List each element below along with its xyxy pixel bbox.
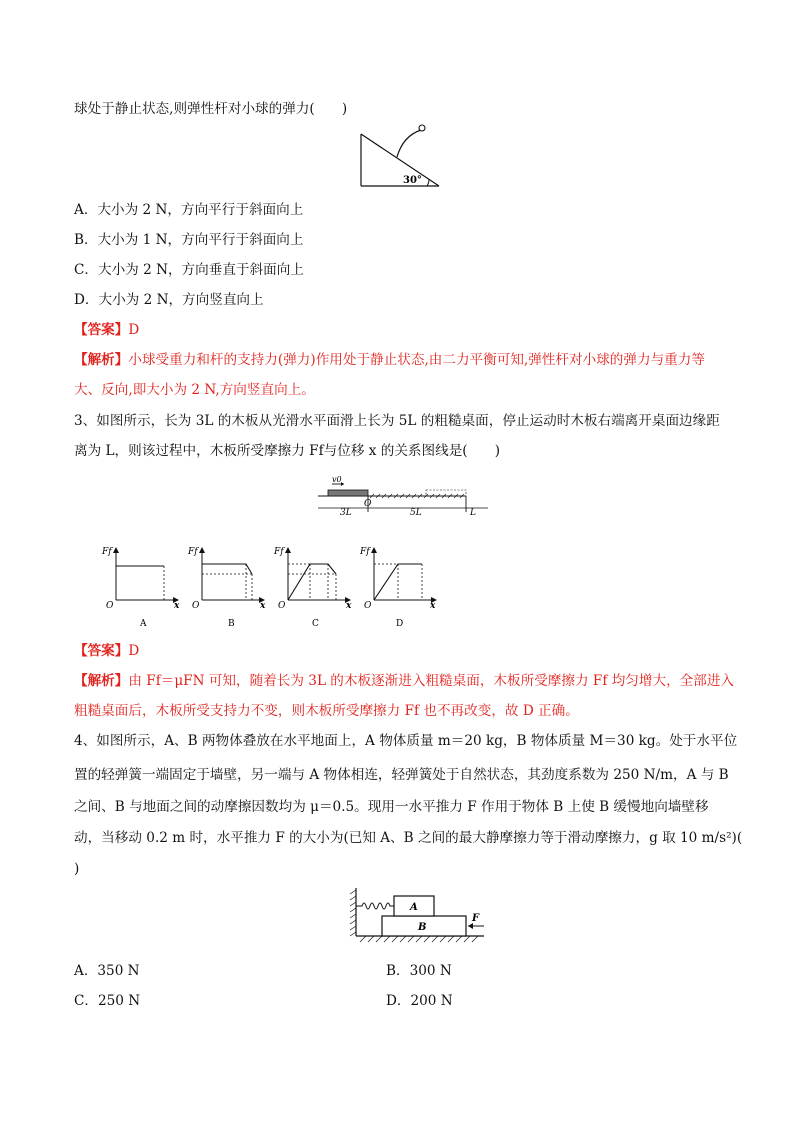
angle-label: 30° <box>403 175 422 186</box>
incline-slope <box>361 134 439 186</box>
angle-arc <box>427 179 429 186</box>
block-a-label: A <box>410 902 418 913</box>
q2-analysis-2: 大、反向,即大小为 2 N,方向竖直向上。 <box>74 382 315 398</box>
q2-option-c: C．大小为 2 N，方向垂直于斜面向上 <box>74 262 304 278</box>
q4-spring-figure <box>348 884 488 942</box>
q3-graphs <box>100 542 440 630</box>
q4-option-a: A．350 N <box>74 963 140 979</box>
board-rect <box>328 490 368 496</box>
graph-d-label: D <box>396 619 404 629</box>
graph-c-origin: O <box>278 601 286 611</box>
graph-a-label: A <box>140 619 147 629</box>
board-length: 3L <box>340 508 352 518</box>
q2-option-b: B．大小为 1 N，方向平行于斜面向上 <box>74 232 304 248</box>
rest-length: L <box>470 508 476 518</box>
q2-analysis-1 <box>74 351 705 369</box>
answer-tag: 【答案】 <box>74 322 129 338</box>
q2-stem: 球处于静止状态,则弹性杆对小球的弹力( ) <box>74 101 348 117</box>
q3-analysis-2: 粗糙桌面后，木板所受支持力不变，则木板所受摩擦力 Ff 也不再改变，故 D 正确。 <box>74 703 579 719</box>
q2-option-d: D．大小为 2 N，方向竖直向上 <box>74 292 264 308</box>
graph-b-ylabel: Ff <box>188 547 198 557</box>
analysis-text: 由 Ff＝μFN 可知，随着长为 3L 的木板逐渐进入粗糙桌面，木板所受摩擦力 Ff 均匀增大，全部进入 <box>128 673 735 689</box>
q4-stem-2: 置的轻弹簧一端固定于墙壁，另一端与 A 物体相连，轻弹簧处于自然状态，其劲度系数为 250 N/m，A 与 B <box>74 767 729 783</box>
q3-board-figure <box>318 475 488 526</box>
graph-c-label: C <box>312 619 319 629</box>
graph-c-ylabel: Ff <box>274 547 284 557</box>
q4-stem-5: ) <box>74 861 80 877</box>
q4-stem-3: 之间、B 与地面之间的动摩擦因数均为 μ＝0.5。现用一水平推力 F 作用于物体 B 上使 B 缓慢地向墙壁移 <box>74 799 709 815</box>
analysis-text: 小球受重力和杆的支持力(弹力)作用处于静止状态,由二力平衡可知,弹性杆对小球的弹力与重力等 <box>128 352 705 368</box>
q2-option-a: A．大小为 2 N，方向平行于斜面向上 <box>74 202 304 218</box>
table-length: 5L <box>410 508 422 518</box>
analysis-tag: 【解析】 <box>74 673 129 689</box>
block-b-label: B <box>418 922 427 933</box>
graph-a-ylabel: Ff <box>102 547 112 557</box>
graph-d-origin: O <box>364 601 372 611</box>
q2-incline-figure <box>355 120 445 190</box>
graph-a <box>101 547 180 629</box>
graph-b <box>187 547 266 629</box>
q4-option-d: D．200 N <box>386 993 453 1009</box>
graph-b-origin: O <box>192 601 200 611</box>
v0-label: v0 <box>332 475 342 484</box>
analysis-tag: 【解析】 <box>74 352 129 368</box>
q3-answer <box>74 642 139 660</box>
graph-b-label: B <box>228 619 235 629</box>
graph-a-origin: O <box>106 601 114 611</box>
q3-analysis-1 <box>74 672 734 690</box>
rest-board <box>426 490 466 496</box>
q2-answer <box>74 321 139 339</box>
graph-a-xlabel: x <box>174 601 180 611</box>
q4-stem-1: 4、如图所示，A、B 两物体叠放在水平地面上，A 物体质量 m＝20 kg，B 物体质量 M＝30 kg。处于水平位 <box>74 733 738 749</box>
graph-d <box>359 547 436 629</box>
graph-b-xlabel: x <box>260 601 266 611</box>
q3-stem-1: 3、如图所示，长为 3L 的木板从光滑水平面滑上长为 5L 的粗糙桌面，停止运动时木板右端离开桌面边缘距 <box>74 413 720 429</box>
elastic-rod <box>397 130 421 157</box>
origin-o: O <box>364 499 372 509</box>
graph-d-ylabel: Ff <box>360 547 370 557</box>
spring-icon <box>356 903 394 909</box>
graph-d-xlabel: x <box>430 601 436 611</box>
answer-value: D <box>128 643 140 659</box>
answer-value: D <box>128 322 140 338</box>
graph-c-xlabel: x <box>346 601 352 611</box>
q3-stem-2: 离为 L，则该过程中，木板所受摩擦力 Ff与位移 x 的关系图线是( ) <box>74 443 501 459</box>
q4-stem-4: 动，当移动 0.2 m 时，水平推力 F 的大小为(已知 A、B 之间的最大静摩擦力等于滑动摩擦力，g 取 10 m/s²)( <box>74 830 743 846</box>
force-label: F <box>472 913 480 924</box>
graph-c <box>273 547 352 629</box>
ball-icon <box>419 125 425 131</box>
answer-tag: 【答案】 <box>74 643 129 659</box>
q4-option-b: B．300 N <box>386 963 452 979</box>
q4-option-c: C．250 N <box>74 993 141 1009</box>
